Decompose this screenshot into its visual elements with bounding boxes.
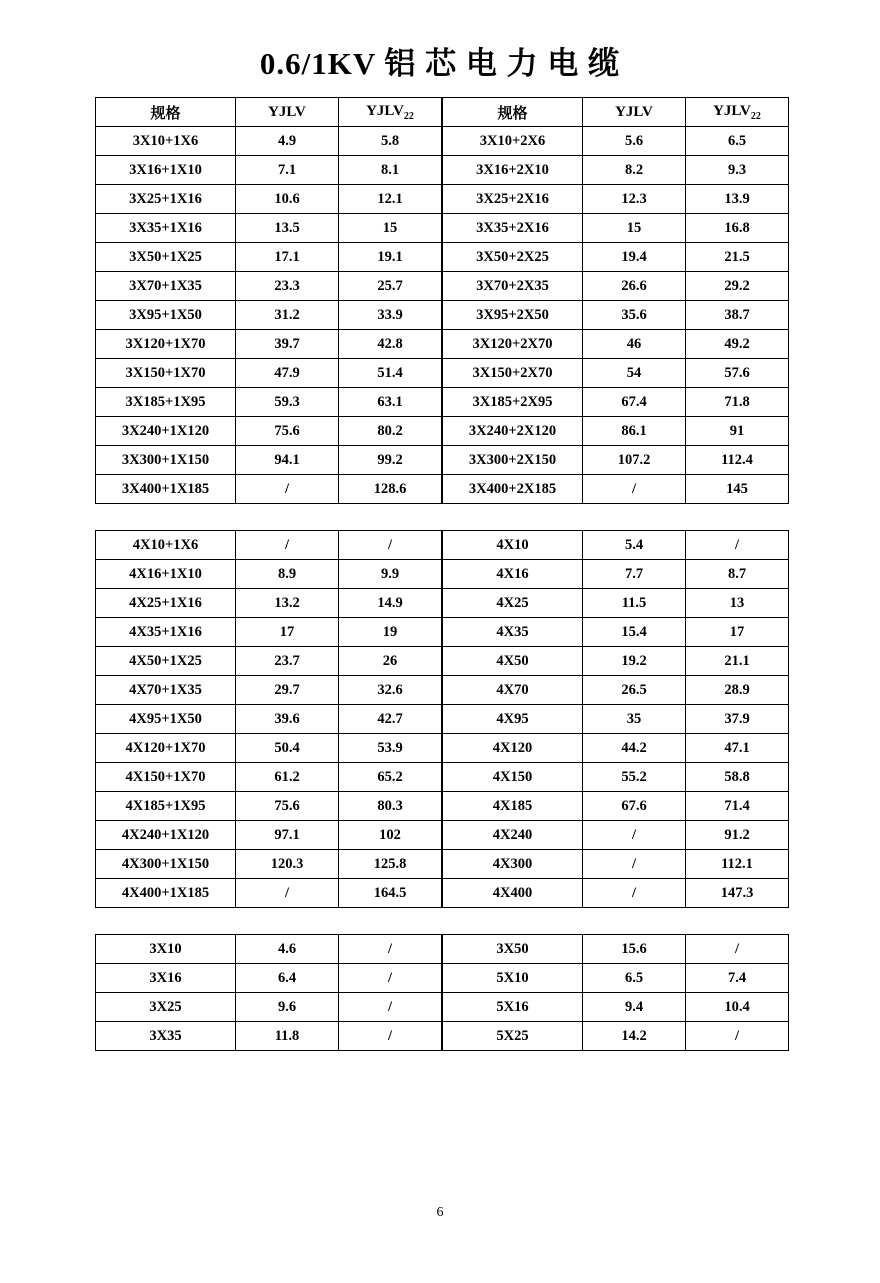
cell-yjlv: / <box>583 850 686 879</box>
table-row <box>443 243 789 272</box>
cell-yjlv22: 9.3 <box>686 156 789 185</box>
cell-yjlv22: 32.6 <box>339 676 442 705</box>
cell-yjlv22: 80.3 <box>339 792 442 821</box>
cell-spec: 5X25 <box>443 1022 583 1051</box>
page-number: 6 <box>436 1205 444 1220</box>
cell-yjlv22: 164.5 <box>339 879 442 908</box>
cell-yjlv22: 5.8 <box>339 127 442 156</box>
spec-table <box>442 97 789 504</box>
table-row <box>443 388 789 417</box>
table-row <box>443 618 789 647</box>
table-row <box>96 156 442 185</box>
cell-yjlv22: 102 <box>339 821 442 850</box>
cell-yjlv22: 13.9 <box>686 185 789 214</box>
table-row <box>443 359 789 388</box>
cell-yjlv: 39.6 <box>236 705 339 734</box>
table-row <box>96 243 442 272</box>
cell-yjlv: 35 <box>583 705 686 734</box>
cell-yjlv22: 33.9 <box>339 301 442 330</box>
table-row <box>443 475 789 504</box>
table-row <box>443 676 789 705</box>
table-row <box>443 301 789 330</box>
table-row <box>96 1022 442 1051</box>
table-row <box>96 850 442 879</box>
cell-spec: 3X70+1X35 <box>96 272 236 301</box>
spec-table <box>95 97 442 504</box>
table-row <box>96 272 442 301</box>
spec-table <box>95 530 442 908</box>
column-header-yjlv: YJLV <box>583 98 686 127</box>
cell-spec: 3X185+2X95 <box>443 388 583 417</box>
cell-yjlv: 31.2 <box>236 301 339 330</box>
cell-yjlv: 55.2 <box>583 763 686 792</box>
cell-yjlv22: 58.8 <box>686 763 789 792</box>
cell-yjlv22: 71.4 <box>686 792 789 821</box>
cell-yjlv: 11.5 <box>583 589 686 618</box>
cell-yjlv22: 91 <box>686 417 789 446</box>
cell-yjlv22: 71.8 <box>686 388 789 417</box>
cell-yjlv22: 49.2 <box>686 330 789 359</box>
cell-yjlv22: 17 <box>686 618 789 647</box>
table-row <box>443 531 789 560</box>
table-row <box>443 156 789 185</box>
cell-yjlv22: 63.1 <box>339 388 442 417</box>
cell-spec: 3X95+1X50 <box>96 301 236 330</box>
table-row <box>96 993 442 1022</box>
cell-yjlv22: 42.8 <box>339 330 442 359</box>
cell-spec: 3X400+1X185 <box>96 475 236 504</box>
table-row <box>96 330 442 359</box>
cell-yjlv: 26.6 <box>583 272 686 301</box>
cell-yjlv22: / <box>339 531 442 560</box>
cell-spec: 3X50+1X25 <box>96 243 236 272</box>
table-row <box>443 560 789 589</box>
cell-spec: 3X35+2X16 <box>443 214 583 243</box>
table-row <box>96 560 442 589</box>
cell-spec: 4X70 <box>443 676 583 705</box>
table-wrapper-6 <box>442 934 789 1051</box>
table-row <box>443 821 789 850</box>
cell-spec: 4X70+1X35 <box>96 676 236 705</box>
cell-spec: 4X50 <box>443 647 583 676</box>
column-header-spec: 规格 <box>443 98 583 127</box>
cell-yjlv: 15 <box>583 214 686 243</box>
table-wrapper-4 <box>442 530 789 908</box>
cell-yjlv22: 8.1 <box>339 156 442 185</box>
cell-yjlv22: / <box>686 531 789 560</box>
cell-yjlv: 107.2 <box>583 446 686 475</box>
cell-yjlv: 8.2 <box>583 156 686 185</box>
table-row <box>443 935 789 964</box>
cell-spec: 4X240 <box>443 821 583 850</box>
table-row <box>443 734 789 763</box>
cell-spec: 4X185 <box>443 792 583 821</box>
cell-yjlv: 11.8 <box>236 1022 339 1051</box>
table-wrapper-3 <box>95 530 442 908</box>
cell-spec: 3X240+1X120 <box>96 417 236 446</box>
table-row <box>96 359 442 388</box>
cell-spec: 3X35 <box>96 1022 236 1051</box>
column-header-yjlv22: $YJLV_{22}$ <box>686 98 789 127</box>
table-row <box>96 388 442 417</box>
cell-spec: 4X35 <box>443 618 583 647</box>
cell-spec: 3X25+1X16 <box>96 185 236 214</box>
table-row <box>443 446 789 475</box>
cell-yjlv22: 6.5 <box>686 127 789 156</box>
cell-spec: 3X120+1X70 <box>96 330 236 359</box>
cell-yjlv22: 42.7 <box>339 705 442 734</box>
cell-spec: 3X25 <box>96 993 236 1022</box>
table-row <box>96 676 442 705</box>
cell-spec: 3X25+2X16 <box>443 185 583 214</box>
cell-yjlv: 67.6 <box>583 792 686 821</box>
cell-spec: 4X25 <box>443 589 583 618</box>
cell-yjlv22: 21.5 <box>686 243 789 272</box>
cell-yjlv22: 128.6 <box>339 475 442 504</box>
cell-yjlv22: 7.4 <box>686 964 789 993</box>
cell-yjlv: 35.6 <box>583 301 686 330</box>
cell-yjlv22: 8.7 <box>686 560 789 589</box>
cell-yjlv22: 9.9 <box>339 560 442 589</box>
cell-yjlv22: 29.2 <box>686 272 789 301</box>
cell-yjlv22: 26 <box>339 647 442 676</box>
cell-yjlv: 50.4 <box>236 734 339 763</box>
table-row <box>96 763 442 792</box>
band-spacer-2 <box>95 908 785 934</box>
tables-area <box>0 97 880 1051</box>
table-wrapper-5 <box>95 934 442 1051</box>
cell-yjlv22: / <box>339 964 442 993</box>
cell-spec: 3X120+2X70 <box>443 330 583 359</box>
cell-spec: 4X95 <box>443 705 583 734</box>
cell-yjlv: 10.6 <box>236 185 339 214</box>
cell-yjlv: 23.7 <box>236 647 339 676</box>
band-spacer-1 <box>95 504 785 530</box>
cell-spec: 4X10+1X6 <box>96 531 236 560</box>
cell-yjlv: 6.4 <box>236 964 339 993</box>
cell-yjlv22: / <box>339 935 442 964</box>
cell-yjlv: 75.6 <box>236 417 339 446</box>
table-wrapper-2 <box>442 97 789 504</box>
column-header-spec: 规格 <box>96 98 236 127</box>
cell-spec: 3X35+1X16 <box>96 214 236 243</box>
cell-yjlv22: 37.9 <box>686 705 789 734</box>
table-row <box>443 964 789 993</box>
cell-spec: 3X50 <box>443 935 583 964</box>
table-row <box>443 993 789 1022</box>
cell-yjlv22: 28.9 <box>686 676 789 705</box>
cell-yjlv22: 10.4 <box>686 993 789 1022</box>
cell-yjlv22: 19 <box>339 618 442 647</box>
table-row <box>443 417 789 446</box>
table-row <box>443 272 789 301</box>
cell-spec: 4X25+1X16 <box>96 589 236 618</box>
table-band-1 <box>95 97 785 504</box>
table-row <box>443 879 789 908</box>
cell-yjlv: 39.7 <box>236 330 339 359</box>
cell-yjlv: 54 <box>583 359 686 388</box>
cell-yjlv: 7.1 <box>236 156 339 185</box>
spec-table <box>95 934 442 1051</box>
cell-yjlv: 9.6 <box>236 993 339 1022</box>
cell-spec: 4X150 <box>443 763 583 792</box>
cell-yjlv: 4.9 <box>236 127 339 156</box>
cell-spec: 4X16 <box>443 560 583 589</box>
cell-yjlv22: 14.9 <box>339 589 442 618</box>
table-row <box>96 589 442 618</box>
table-row <box>96 879 442 908</box>
cell-yjlv: 4.6 <box>236 935 339 964</box>
cell-yjlv22: 19.1 <box>339 243 442 272</box>
cell-yjlv22: 15 <box>339 214 442 243</box>
cell-yjlv: / <box>583 821 686 850</box>
cell-yjlv: 6.5 <box>583 964 686 993</box>
page-title: 0.6/1KV 铝 芯 电 力 电 缆 <box>259 46 621 81</box>
cell-yjlv22: 16.8 <box>686 214 789 243</box>
cell-spec: 3X240+2X120 <box>443 417 583 446</box>
table-band-3 <box>95 934 785 1051</box>
cell-spec: 3X300+1X150 <box>96 446 236 475</box>
table-header-row <box>443 98 789 127</box>
cell-yjlv: 86.1 <box>583 417 686 446</box>
table-row <box>443 763 789 792</box>
cell-yjlv22: 80.2 <box>339 417 442 446</box>
cell-yjlv: 13.2 <box>236 589 339 618</box>
cell-yjlv: 15.6 <box>583 935 686 964</box>
cell-yjlv: 17.1 <box>236 243 339 272</box>
cell-yjlv: / <box>236 879 339 908</box>
table-row <box>96 127 442 156</box>
cell-spec: 3X16+2X10 <box>443 156 583 185</box>
cell-spec: 4X35+1X16 <box>96 618 236 647</box>
document-page <box>0 38 880 1283</box>
cell-yjlv22: 13 <box>686 589 789 618</box>
table-header-row <box>96 98 442 127</box>
cell-yjlv: 19.2 <box>583 647 686 676</box>
table-row <box>96 792 442 821</box>
table-row <box>96 185 442 214</box>
cell-spec: 4X95+1X50 <box>96 705 236 734</box>
cell-yjlv: / <box>236 475 339 504</box>
cell-yjlv: / <box>583 475 686 504</box>
cell-yjlv22: 145 <box>686 475 789 504</box>
cell-yjlv: 97.1 <box>236 821 339 850</box>
cell-yjlv: 44.2 <box>583 734 686 763</box>
spec-table <box>442 530 789 908</box>
table-row <box>443 792 789 821</box>
cell-spec: 3X16 <box>96 964 236 993</box>
cell-spec: 3X70+2X35 <box>443 272 583 301</box>
cell-yjlv: 15.4 <box>583 618 686 647</box>
cell-yjlv22: 112.4 <box>686 446 789 475</box>
cell-spec: 3X10 <box>96 935 236 964</box>
cell-yjlv22: 53.9 <box>339 734 442 763</box>
cell-yjlv22: 12.1 <box>339 185 442 214</box>
cell-yjlv: 23.3 <box>236 272 339 301</box>
cell-spec: 4X300 <box>443 850 583 879</box>
cell-yjlv22: 51.4 <box>339 359 442 388</box>
cell-spec: 4X50+1X25 <box>96 647 236 676</box>
cell-yjlv22: 65.2 <box>339 763 442 792</box>
cell-yjlv: 19.4 <box>583 243 686 272</box>
table-row <box>96 417 442 446</box>
cell-yjlv22: 57.6 <box>686 359 789 388</box>
cell-yjlv: 59.3 <box>236 388 339 417</box>
table-row <box>443 330 789 359</box>
cell-spec: 3X95+2X50 <box>443 301 583 330</box>
cell-yjlv: 7.7 <box>583 560 686 589</box>
cell-spec: 4X400+1X185 <box>96 879 236 908</box>
table-row <box>96 214 442 243</box>
cell-yjlv: 12.3 <box>583 185 686 214</box>
cell-yjlv22: 21.1 <box>686 647 789 676</box>
cell-spec: 4X120+1X70 <box>96 734 236 763</box>
table-row <box>96 705 442 734</box>
column-header-yjlv22: $YJLV_{22}$ <box>339 98 442 127</box>
table-row <box>443 214 789 243</box>
cell-yjlv: 26.5 <box>583 676 686 705</box>
cell-yjlv22: / <box>686 1022 789 1051</box>
cell-spec: 4X16+1X10 <box>96 560 236 589</box>
cell-spec: 3X10+1X6 <box>96 127 236 156</box>
cell-yjlv: 61.2 <box>236 763 339 792</box>
table-row <box>96 446 442 475</box>
cell-spec: 4X10 <box>443 531 583 560</box>
table-row <box>96 618 442 647</box>
table-row <box>443 185 789 214</box>
cell-yjlv: 120.3 <box>236 850 339 879</box>
cell-spec: 3X150+2X70 <box>443 359 583 388</box>
table-row <box>443 705 789 734</box>
table-row <box>96 475 442 504</box>
column-header-yjlv: YJLV <box>236 98 339 127</box>
table-row <box>96 935 442 964</box>
cell-yjlv: 46 <box>583 330 686 359</box>
cell-yjlv22: 112.1 <box>686 850 789 879</box>
cell-spec: 4X120 <box>443 734 583 763</box>
cell-yjlv: 94.1 <box>236 446 339 475</box>
cell-yjlv: 13.5 <box>236 214 339 243</box>
cell-spec: 4X185+1X95 <box>96 792 236 821</box>
cell-yjlv22: 38.7 <box>686 301 789 330</box>
cell-spec: 3X300+2X150 <box>443 446 583 475</box>
cell-spec: 5X16 <box>443 993 583 1022</box>
cell-spec: 3X16+1X10 <box>96 156 236 185</box>
cell-yjlv: 14.2 <box>583 1022 686 1051</box>
cell-spec: 3X50+2X25 <box>443 243 583 272</box>
cell-yjlv22: / <box>339 993 442 1022</box>
spec-table <box>442 934 789 1051</box>
cell-spec: 3X185+1X95 <box>96 388 236 417</box>
cell-yjlv: 5.4 <box>583 531 686 560</box>
table-row <box>443 1022 789 1051</box>
table-row <box>96 531 442 560</box>
table-row <box>443 647 789 676</box>
cell-yjlv: / <box>583 879 686 908</box>
cell-yjlv: / <box>236 531 339 560</box>
cell-spec: 3X10+2X6 <box>443 127 583 156</box>
table-row <box>96 301 442 330</box>
cell-yjlv: 67.4 <box>583 388 686 417</box>
cell-yjlv: 5.6 <box>583 127 686 156</box>
cell-yjlv22: / <box>686 935 789 964</box>
cell-yjlv: 9.4 <box>583 993 686 1022</box>
table-band-2 <box>95 530 785 908</box>
cell-yjlv: 8.9 <box>236 560 339 589</box>
table-row <box>443 127 789 156</box>
table-row <box>96 734 442 763</box>
cell-spec: 5X10 <box>443 964 583 993</box>
cell-spec: 4X150+1X70 <box>96 763 236 792</box>
cell-yjlv22: 147.3 <box>686 879 789 908</box>
cell-spec: 3X400+2X185 <box>443 475 583 504</box>
table-row <box>96 821 442 850</box>
cell-yjlv22: 99.2 <box>339 446 442 475</box>
cell-spec: 4X300+1X150 <box>96 850 236 879</box>
table-row <box>96 964 442 993</box>
table-row <box>443 850 789 879</box>
cell-spec: 4X240+1X120 <box>96 821 236 850</box>
table-wrapper-1 <box>95 97 442 504</box>
cell-yjlv: 47.9 <box>236 359 339 388</box>
cell-spec: 4X400 <box>443 879 583 908</box>
cell-yjlv22: 25.7 <box>339 272 442 301</box>
cell-yjlv22: / <box>339 1022 442 1051</box>
cell-yjlv22: 91.2 <box>686 821 789 850</box>
cell-yjlv: 29.7 <box>236 676 339 705</box>
cell-spec: 3X150+1X70 <box>96 359 236 388</box>
table-row <box>443 589 789 618</box>
cell-yjlv: 17 <box>236 618 339 647</box>
cell-yjlv22: 47.1 <box>686 734 789 763</box>
table-row <box>96 647 442 676</box>
cell-yjlv: 75.6 <box>236 792 339 821</box>
cell-yjlv22: 125.8 <box>339 850 442 879</box>
